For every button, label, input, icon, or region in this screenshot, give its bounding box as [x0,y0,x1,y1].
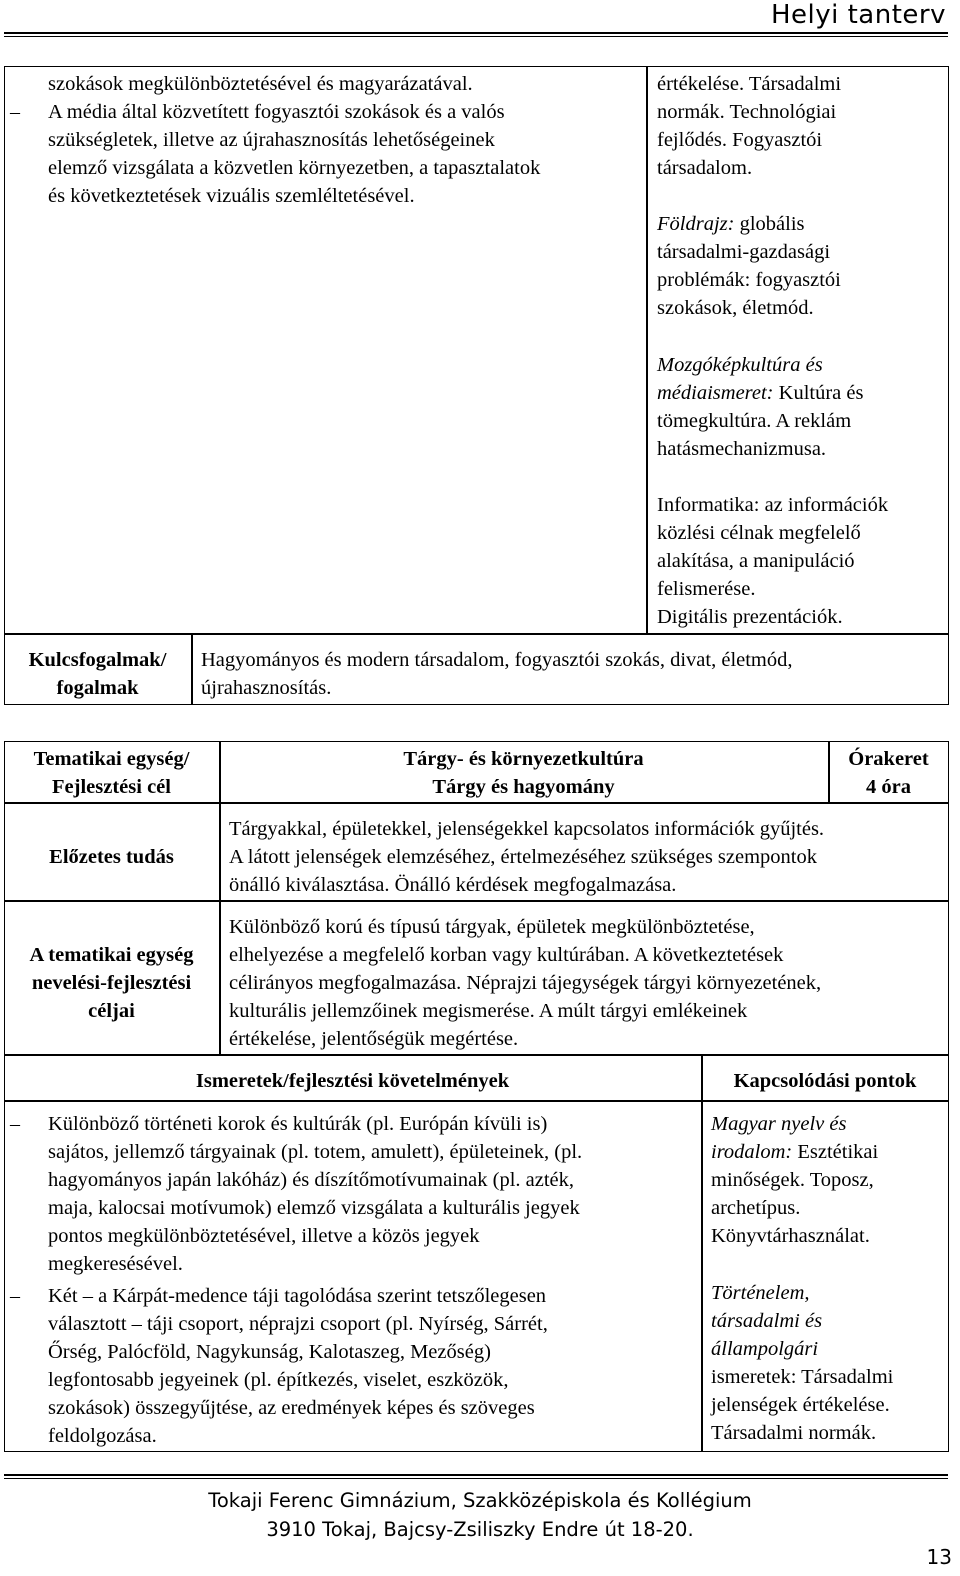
page-number: 13 [926,1545,952,1569]
celjai-line-3: célirányos megfogalmazása. Néprajzi tájegységek tárgyi környezetének, [229,972,822,994]
elozetes-line-1: Tárgyakkal, épületekkel, jelenségekkel kapcsolatos információk gyűjtés. [229,818,825,840]
elozetes-label: Előzetes tudás [49,846,174,868]
foldrajz-line-4: szokások, életmód. [657,297,814,319]
bullet2-line-3: Őrség, Palócföld, Nagykunság, Kalotaszeg, Mezőség) [48,1341,491,1363]
bullet1-line-1: Különböző történeti korok és kultúrák (pl. Európán kívüli is) [48,1113,548,1135]
bullet2-line-5: szokások) összegyűjtése, az eredmények képes és szöveges [48,1397,535,1419]
table1-right-line-3: fejlődés. Fogyasztói [657,129,823,151]
info-line-1: Informatika: az információk [657,494,889,516]
header-rule-thick [4,32,948,34]
targy-title-2: Tárgy és hagyomány [432,776,615,798]
tematikai-label-2: Fejlesztési cél [52,776,171,798]
targy-title-1: Tárgy- és környezetkultúra [403,748,644,770]
dash-bullet-icon: – [10,1285,20,1307]
footer-line-1: Tokaji Ferenc Gimnázium, Szakközépiskola és Kollégium [208,1489,752,1512]
table2-row-divider-1 [4,802,949,804]
info-line-5: Digitális prezentációk. [657,606,843,628]
table1-left-line-1: szokások megkülönböztetésével és magyarázatával. [48,73,473,95]
celjai-label-3: céljai [88,1000,135,1022]
mozgo-line-2 [657,379,863,407]
foldrajz-line-2: társadalmi-gazdasági [657,241,831,263]
kulcs-label-1: Kulcsfogalmak/ [28,649,167,671]
bullet1-line-6: megkeresésével. [48,1253,183,1275]
tortenelem-line-4 [711,1363,893,1391]
foldrajz-text-1: globális [739,213,805,235]
kulcs-line-2: újrahasznosítás. [201,677,332,699]
orakeret-value: 4 óra [866,776,911,798]
elozetes-line-3: önálló kiválasztása. Önálló kérdések megfogalmazása. [229,874,677,896]
kulcs-line-1: Hagyományos és modern társadalom, fogyasztói szokás, divat, életmód, [201,649,793,671]
bullet2-line-6: feldolgozása. [48,1425,157,1447]
tematikai-label-1: Tematikai egység/ [33,748,190,770]
tortenelem-text-1: Társadalmi [801,1366,894,1388]
table1-col-divider [646,66,648,634]
bullet1-line-4: maja, kalocsai motívumok) elemző vizsgálata a kulturális jegyek [48,1197,580,1219]
orakeret-label: Órakeret [848,748,929,770]
celjai-line-2: elhelyezése a megfelelő korban vagy kultúrában. A következtetések [229,944,784,966]
table2-row-divider-4 [4,1100,949,1102]
magyar-line-3: minőségek. Toposz, [711,1169,874,1191]
table1-left-line-3: szükségletek, illetve az újrahasznosítás lehetőségeinek [48,129,495,151]
foldrajz-label: Földrajz: [657,213,735,235]
celjai-line-5: értékelése, jelentőségük megértése. [229,1028,519,1050]
magyar-label-2: irodalom: [711,1141,793,1163]
bullet2-line-2: választott – táji csoport, néprajzi csoport (pl. Nyírség, Sárrét, [48,1313,548,1335]
table1-row-divider [4,633,949,635]
dash-bullet-icon: – [10,101,20,123]
mozgo-line-4: hatásmechanizmusa. [657,438,827,460]
table1-right-line-4: társadalom. [657,157,753,179]
bullet2-line-1: Két – a Kárpát-medence táji tagolódása szerint tetszőlegesen [48,1285,547,1307]
tortenelem-line-6: Társadalmi normák. [711,1422,877,1444]
tortenelem-label-1: Történelem, [711,1282,810,1304]
bullet1-line-2: sajátos, jellemző tárgyainak (pl. totem, amulett), épületeinek, (pl. [48,1141,583,1163]
table1-left-line-4: elemző vizsgálata a közvetlen környezetben, a tapasztalatok [48,157,541,179]
kulcs-label-2: fogalmak [56,677,139,699]
footer-rule-thick [4,1474,948,1476]
magyar-line-2 [711,1138,878,1166]
magyar-label-1: Magyar nyelv és [711,1113,847,1135]
mozgo-line-3: tömegkultúra. A reklám [657,410,852,432]
tortenelem-label-2: társadalmi és [711,1310,823,1332]
celjai-label-2: nevelési-fejlesztési [31,972,192,994]
table2-kapcs-divider [701,1054,703,1452]
info-line-4: felismerése. [657,578,756,600]
table2-row-divider-3 [4,1054,949,1056]
tortenelem-line-5: jelenségek értékelése. [711,1394,890,1416]
table1-right-line-2: normák. Technológiai [657,101,837,123]
bullet1-line-5: pontos megkülönböztetésével, illetve a közös jegyek [48,1225,480,1247]
elozetes-line-2: A látott jelenségek elemzéséhez, értelmezéséhez szükséges szempontok [229,846,817,868]
foldrajz-line-3: problémák: fogyasztói [657,269,841,291]
table1-kulcs-divider [191,633,193,705]
footer-rule-thin [4,1478,948,1479]
bullet1-line-3: hagyományos japán lakóház) és díszítőmotívumainak (pl. azték, [48,1169,575,1191]
mozgo-label-2: médiaismeret: [657,382,774,404]
magyar-text-1: Esztétikai [797,1141,879,1163]
dash-bullet-icon: – [10,1113,20,1135]
bullet2-line-4: legfontosabb jegyeinek (pl. építkezés, viselet, eszközök, [48,1369,509,1391]
info-line-2: közlési célnak megfelelő [657,522,861,544]
page-header-title: Helyi tanterv [770,0,946,30]
magyar-line-5: Könyvtárhasználat. [711,1225,870,1247]
foldrajz-line-1 [657,210,805,238]
table2-row-divider-2 [4,900,949,902]
ismeretek-header: Ismeretek/fejlesztési követelmények [195,1070,510,1092]
celjai-line-4: kulturális jellemzőinek megismerése. A múlt tárgyi emlékeinek [229,1000,748,1022]
header-rule-thin [4,36,948,37]
table1-left-line-2: A média által közvetített fogyasztói szokások és a valós [48,101,505,123]
mozgo-label-1: Mozgóképkultúra és [657,354,823,376]
tortenelem-label-3: állampolgári [711,1338,819,1360]
magyar-line-4: archetípus. [711,1197,801,1219]
celjai-line-1: Különböző korú és típusú tárgyak, épületek megkülönböztetése, [229,916,755,938]
kapcsolodasi-header: Kapcsolódási pontok [733,1070,917,1092]
tortenelem-label-4: ismeretek: [711,1366,797,1388]
footer-line-2: 3910 Tokaj, Bajcsy-Zsiliszky Endre út 18-20. [266,1518,694,1541]
info-line-3: alakítása, a manipuláció [657,550,855,572]
table1-left-line-5: és következtetések vizuális szemléltetésével. [48,185,415,207]
mozgo-text-1: Kultúra és [778,382,864,404]
table1-right-line-1: értékelése. Társadalmi [657,73,842,95]
celjai-label-1: A tematikai egység [29,944,194,966]
